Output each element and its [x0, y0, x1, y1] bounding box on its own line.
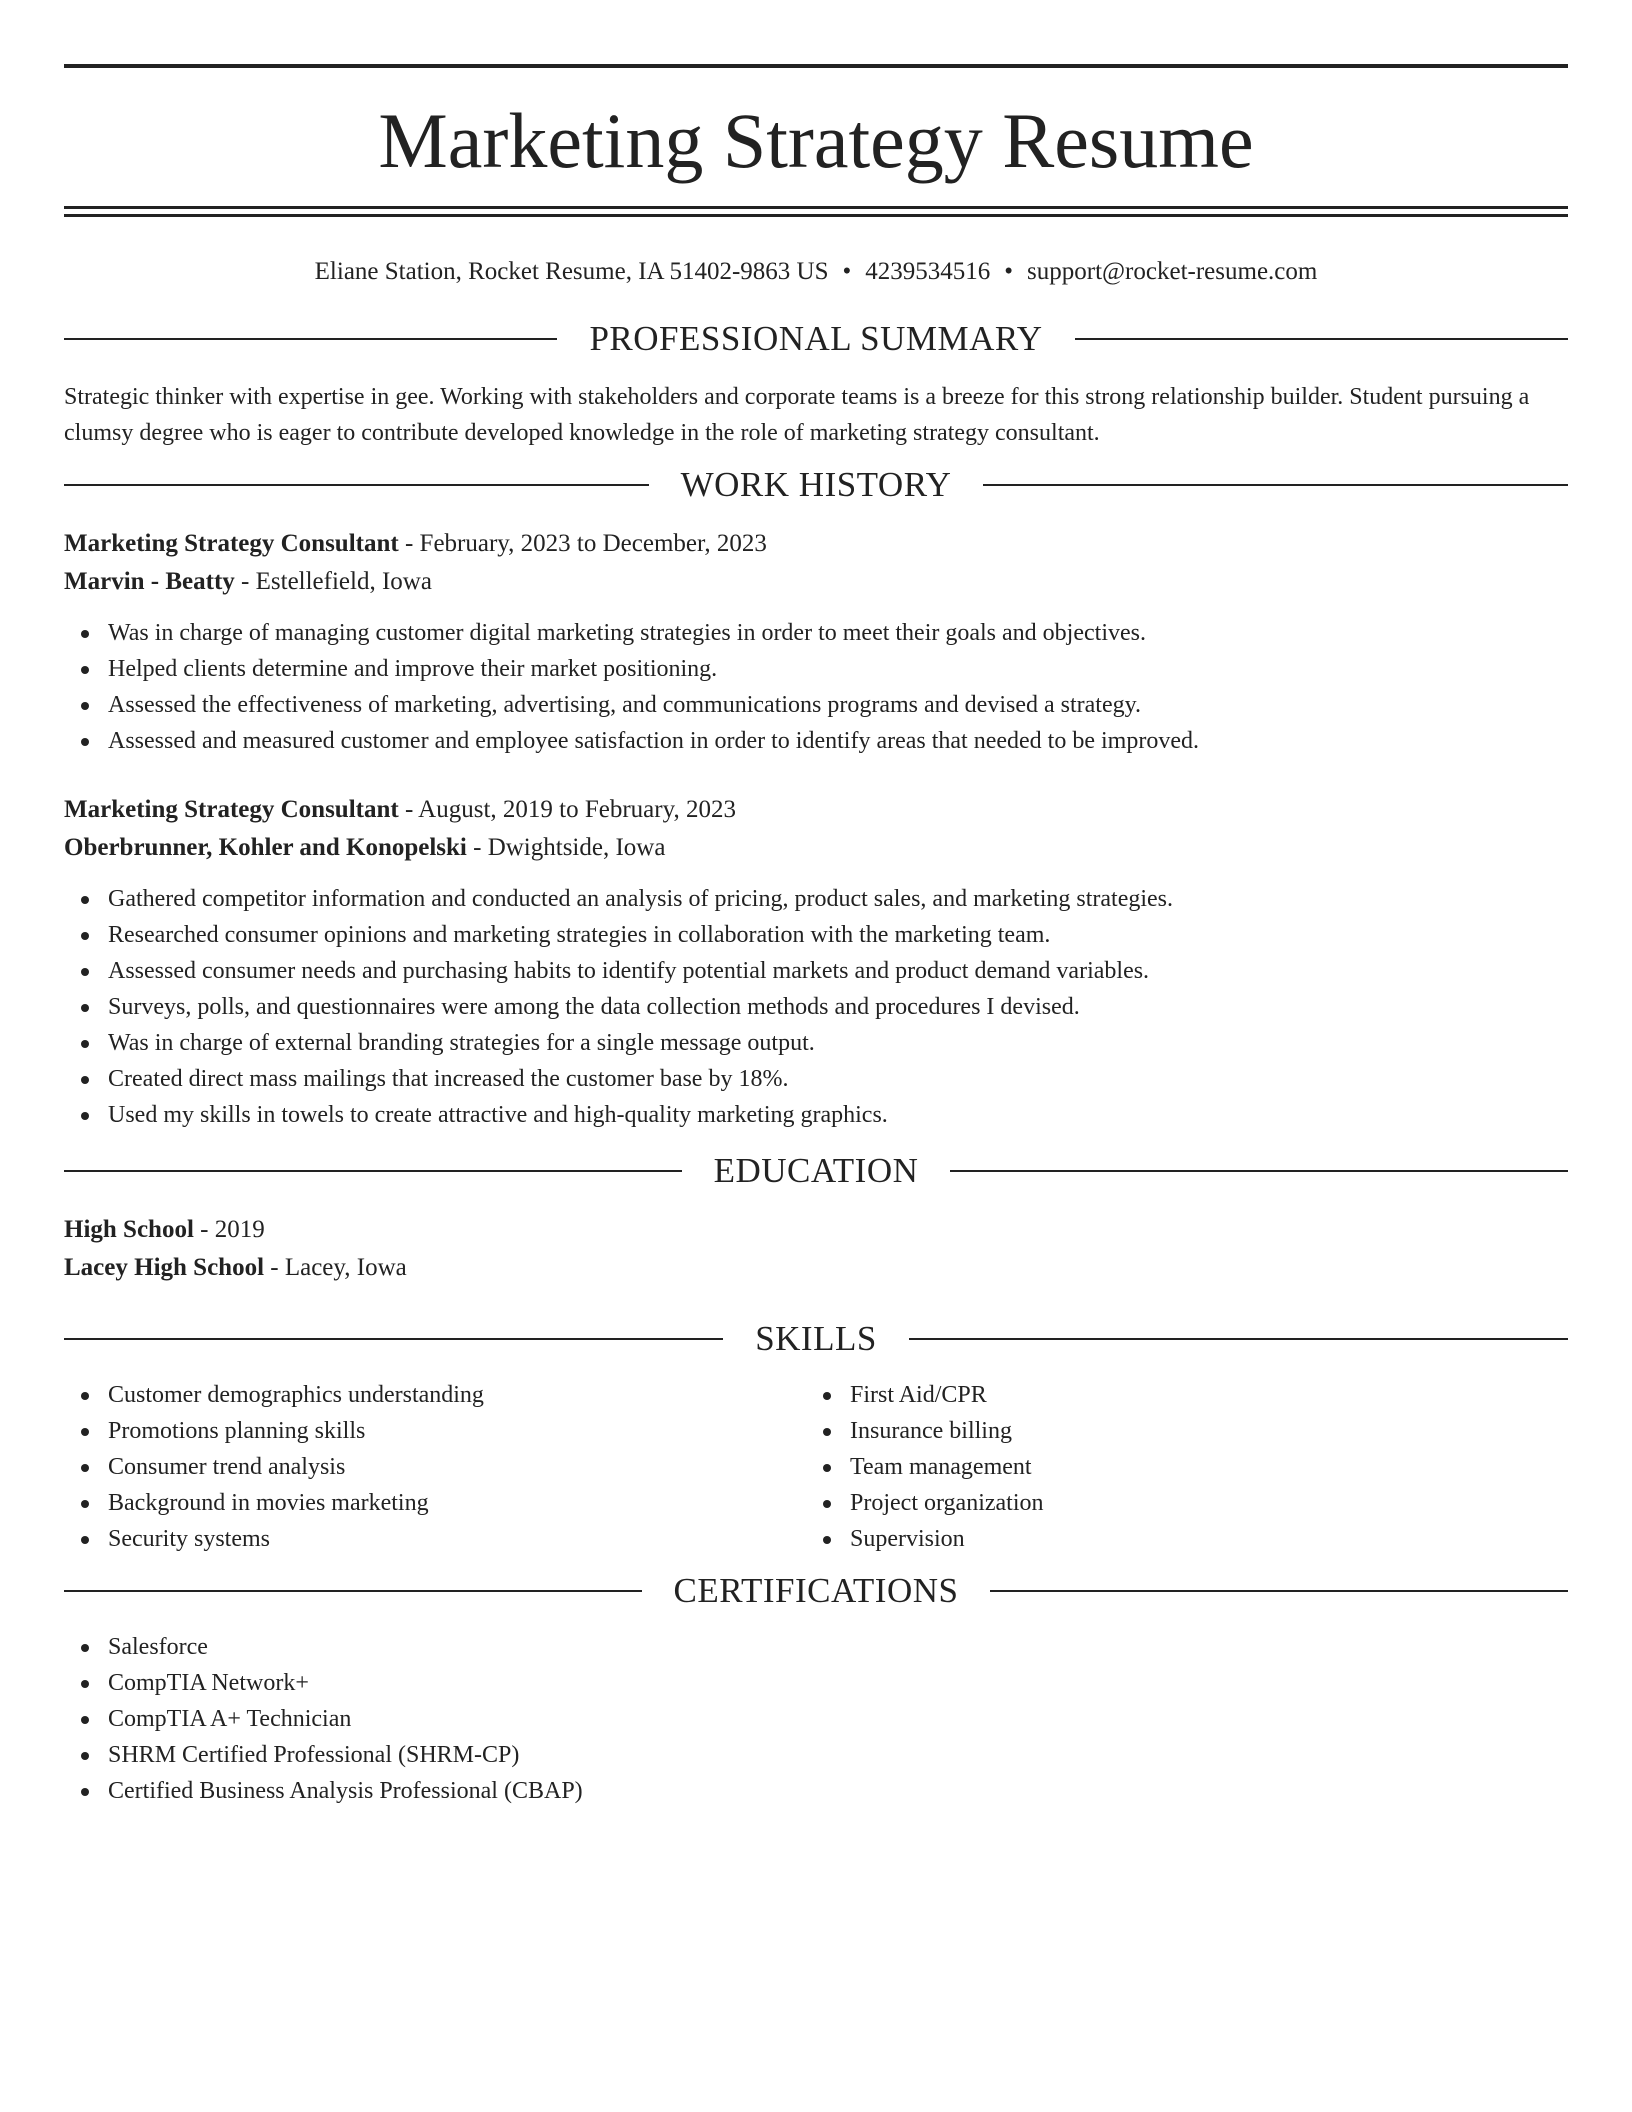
work-heading-label: WORK HISTORY	[680, 465, 952, 504]
certifications-section-heading	[64, 1569, 1568, 1613]
skill-item: Supervision	[850, 1521, 1548, 1557]
skill-item: Customer demographics understanding	[108, 1377, 806, 1413]
education-school: Lacey High School	[64, 1254, 265, 1281]
contact-phone: 4239534516	[865, 258, 991, 285]
heading-rule	[64, 484, 649, 486]
job-title-line	[64, 791, 1568, 829]
education-school-line	[64, 1249, 1568, 1287]
contact-address: Eliane Station, Rocket Resume, IA 51402-9863 US	[314, 258, 829, 285]
contact-separator: •	[1004, 258, 1014, 285]
job-location: - Dwightside, Iowa	[466, 834, 666, 861]
job-bullet: Was in charge of external branding strategies for a single message output.	[108, 1025, 1568, 1061]
skills-grid	[64, 1377, 1568, 1557]
skills-heading-label: SKILLS	[755, 1319, 877, 1358]
heading-rule	[64, 1338, 723, 1340]
job-bullet: Was in charge of managing customer digital marketing strategies in order to meet their goals and objectives.	[108, 615, 1568, 651]
certifications-heading-label: CERTIFICATIONS	[673, 1571, 959, 1610]
heading-rule	[909, 1338, 1568, 1340]
skill-item: Security systems	[108, 1521, 806, 1557]
skill-item: Team management	[850, 1449, 1548, 1485]
contact-email: support@rocket-resume.com	[1027, 258, 1318, 285]
job-entry	[64, 525, 1568, 759]
education-heading-label: EDUCATION	[713, 1151, 919, 1190]
certification-item: Certified Business Analysis Professional (CBAP)	[108, 1773, 1568, 1809]
education-section-heading	[64, 1149, 1568, 1193]
skills-list	[64, 1377, 806, 1557]
job-bullet: Helped clients determine and improve their market positioning.	[108, 651, 1568, 687]
job-bullets	[64, 615, 1568, 759]
job-company-line	[64, 563, 1568, 601]
job-dates: - August, 2019 to February, 2023	[398, 796, 736, 823]
job-company: Oberbrunner, Kohler and Konopelski	[64, 834, 467, 861]
contact-line	[64, 253, 1568, 291]
heading-rule	[64, 1170, 682, 1172]
skills-list	[806, 1377, 1548, 1557]
job-bullet: Surveys, polls, and questionnaires were among the data collection methods and procedures I devised.	[108, 989, 1568, 1025]
skill-item: First Aid/CPR	[850, 1377, 1548, 1413]
title-double-rule	[64, 206, 1568, 217]
skills-right-column	[806, 1377, 1548, 1557]
job-bullet: Used my skills in towels to create attractive and high-quality marketing graphics.	[108, 1097, 1568, 1133]
education-location: - Lacey, Iowa	[264, 1254, 407, 1281]
skill-item: Project organization	[850, 1485, 1548, 1521]
job-title: Marketing Strategy Consultant	[64, 530, 399, 557]
summary-heading-label: PROFESSIONAL SUMMARY	[589, 319, 1043, 358]
job-company: Marvin - Beatty	[64, 568, 235, 595]
job-company-line	[64, 829, 1568, 867]
skills-section-heading	[64, 1317, 1568, 1361]
heading-rule	[1075, 338, 1568, 340]
certification-item: CompTIA Network+	[108, 1665, 1568, 1701]
skill-item: Insurance billing	[850, 1413, 1548, 1449]
job-bullet: Assessed consumer needs and purchasing habits to identify potential markets and product demand variables.	[108, 953, 1568, 989]
top-rule	[64, 64, 1568, 68]
summary-section-heading	[64, 317, 1568, 361]
job-entry	[64, 791, 1568, 1133]
certifications-list	[64, 1629, 1568, 1809]
job-title: Marketing Strategy Consultant	[64, 796, 399, 823]
education-degree: High School	[64, 1216, 194, 1243]
skill-item: Consumer trend analysis	[108, 1449, 806, 1485]
certification-item: CompTIA A+ Technician	[108, 1701, 1568, 1737]
job-bullet: Created direct mass mailings that increased the customer base by 18%.	[108, 1061, 1568, 1097]
skill-item: Background in movies marketing	[108, 1485, 806, 1521]
job-dates: - February, 2023 to December, 2023	[398, 530, 767, 557]
heading-rule	[64, 338, 557, 340]
job-bullet: Assessed the effectiveness of marketing, advertising, and communications programs and devised a strategy.	[108, 687, 1568, 723]
heading-rule	[990, 1590, 1568, 1592]
job-bullets	[64, 881, 1568, 1133]
education-entry	[64, 1211, 1568, 1287]
certification-item: Salesforce	[108, 1629, 1568, 1665]
certification-item: SHRM Certified Professional (SHRM-CP)	[108, 1737, 1568, 1773]
job-bullet: Assessed and measured customer and employee satisfaction in order to identify areas that needed to be improved.	[108, 723, 1568, 759]
heading-rule	[950, 1170, 1568, 1172]
summary-text: Strategic thinker with expertise in gee. Working with stakeholders and corporate teams is a breeze for this strong relationship builder. Student pursuing a clumsy degree who is eager to contribute developed knowledge in the role of marketing strategy consultant.	[64, 384, 1530, 446]
resume-title: Marketing Strategy Resume	[378, 97, 1254, 184]
job-bullet: Gathered competitor information and conducted an analysis of pricing, product sales, and marketing strategies.	[108, 881, 1568, 917]
heading-rule	[64, 1590, 642, 1592]
work-section-heading	[64, 463, 1568, 507]
skills-left-column	[64, 1377, 806, 1557]
education-degree-line	[64, 1211, 1568, 1249]
job-title-line	[64, 525, 1568, 563]
heading-rule	[983, 484, 1568, 486]
education-year: - 2019	[193, 1216, 265, 1243]
contact-separator: •	[842, 258, 852, 285]
job-location: - Estellefield, Iowa	[234, 568, 432, 595]
job-bullet: Researched consumer opinions and marketing strategies in collaboration with the marketing team.	[108, 917, 1568, 953]
skill-item: Promotions planning skills	[108, 1413, 806, 1449]
